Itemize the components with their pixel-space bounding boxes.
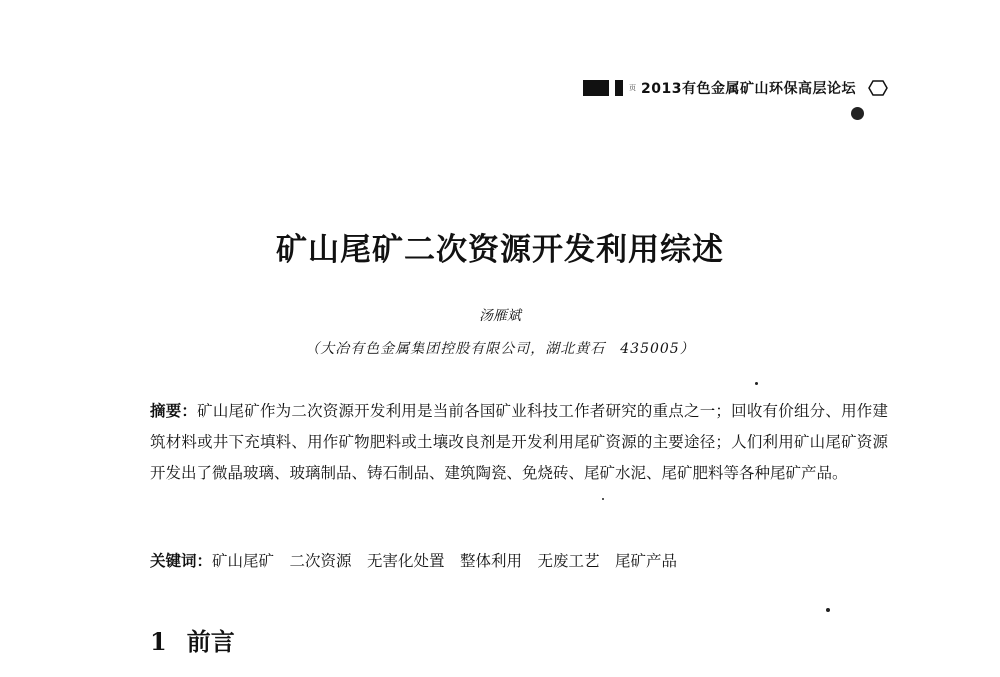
scan-speck — [602, 498, 604, 500]
header-small-bar-icon — [615, 80, 623, 96]
keywords — [150, 549, 888, 571]
journal-name: 2013有色金属矿山环保高层论坛 — [641, 81, 856, 97]
running-header — [583, 78, 888, 98]
hexagon-outline-icon — [868, 80, 888, 96]
header-black-bar-icon — [583, 80, 609, 96]
abstract — [150, 396, 888, 489]
section-title: 前言 — [186, 627, 235, 656]
abstract-body: 矿山尾矿作为二次资源开发利用是当前各国矿业科技工作者研究的重点之一；回收有价组分、用作建筑材料或井下充填料、用作矿物肥料或土壤改良剂是开发利用尾矿资源的主要途径；人们利用矿山尾矿资源开发出了微晶玻璃、玻璃制品、铸石制品、建筑陶瓷、免烧砖、尾矿水泥、尾矿肥料等各种尾矿产品。 — [150, 402, 888, 482]
abstract-label: 摘要： — [150, 402, 198, 420]
section-heading — [150, 622, 235, 657]
keywords-label: 关键词： — [150, 552, 213, 570]
author-affiliation: （大冶有色金属集团控股有限公司，湖北黄石 435005） — [305, 341, 695, 357]
paper-title: 矿山尾矿二次资源开发利用综述 — [276, 232, 724, 268]
header-tiny-text: 页 — [629, 84, 637, 92]
scan-speck — [755, 382, 758, 385]
keywords-body: 矿山尾矿 二次资源 无害化处置 整体利用 无废工艺 尾矿产品 — [212, 552, 678, 570]
scan-speck — [826, 608, 830, 612]
filled-circle-icon — [851, 107, 864, 120]
author-name: 汤雁斌 — [479, 308, 521, 324]
section-number: 1 — [150, 627, 167, 656]
